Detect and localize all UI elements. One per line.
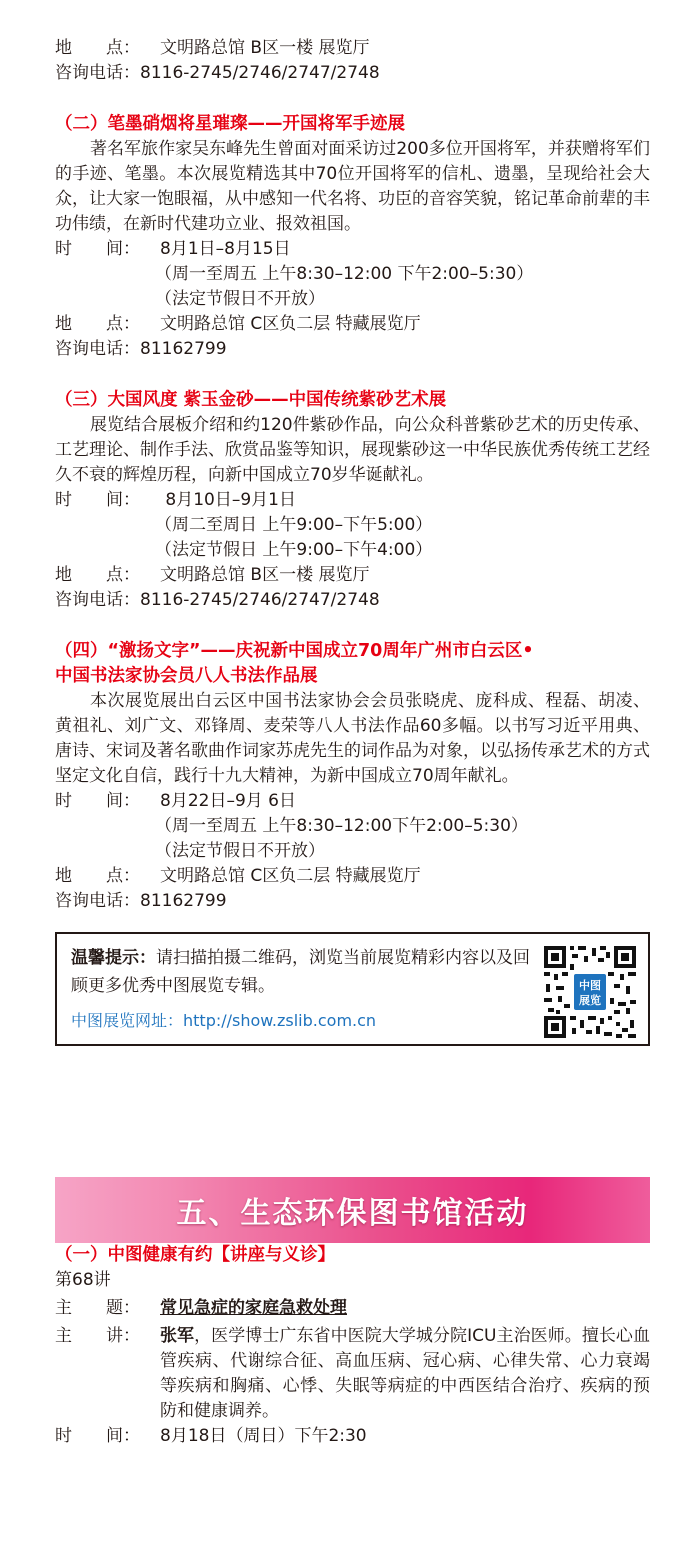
section-banner [55,1177,650,1243]
speaker-info [160,1324,650,1424]
phone-row [55,337,650,362]
tip-body: 请扫描拍摄二维码，浏览当前展览精彩内容以及回顾更多优秀中图展览专辑。 [71,948,530,996]
phone-value: 81162799 [140,891,227,911]
topic-value: 常见急症的家庭急救处理 [160,1298,347,1318]
time-row [55,789,650,814]
topic-label: 主 题： [55,1298,140,1318]
location-row [55,312,650,337]
topic-row [55,1296,650,1321]
location-row [55,563,650,588]
time-value: 8月10日–9月1日 [160,490,296,510]
time-note: （法定节假日 上午9:00–下午4:00） [155,540,433,560]
location-label: 地 点： [55,314,140,334]
phone-value: 81162799 [140,339,227,359]
location-label: 地 点： [55,866,140,886]
time-value: 8月22日–9月 6日 [160,791,296,811]
tip-text [71,944,541,1000]
tip-label: 温馨提示： [71,948,156,968]
time-label: 时 间： [55,490,140,510]
exhibit-title: （四）“激扬文字”——庆祝新中国成立70周年广州市白云区• [55,641,534,661]
exhibit-description: 展览结合展板介绍和约120件紫砂作品，向公众科普紫砂艺术的历史传承、工艺理论、制作手法、欣赏品鉴等知识，展现紫砂这一中华民族优秀传统工艺经久不衰的辉煌历程，向新中国成立70岁华诞献礼。 [55,415,650,485]
time-row [55,1424,650,1449]
exhibit-title-cont: 中国书法家协会员八人书法作品展 [55,666,318,686]
time-label: 时 间： [55,1426,140,1446]
phone-row [55,889,650,914]
phone-row [55,61,650,86]
speaker-row [55,1324,650,1424]
location-row [55,36,650,61]
time-note: （法定节假日不开放） [155,289,325,309]
exhibit-title: （三）大国风度 紫玉金砂——中国传统紫砂艺术展 [55,390,447,410]
tip-box [55,932,650,1046]
phone-label: 咨询电话： [55,63,140,83]
time-value: 8月1日–8月15日 [160,239,291,259]
time-row [55,237,650,262]
location-row [55,864,650,889]
qr-label: 中图 [579,979,601,992]
phone-label: 咨询电话： [55,590,140,610]
phone-label: 咨询电话： [55,339,140,359]
exhibit-title: （二）笔墨硝烟将星璀璨——开国将军手迹展 [55,114,405,134]
phone-value: 8116-2745/2746/2747/2748 [140,590,380,610]
exhibition-site-link[interactable]: 中图展览网址：http://show.zslib.com.cn [71,1011,377,1030]
exhibit-description: 本次展览展出白云区中国书法家协会会员张晓虎、庞科成、程磊、胡凌、黄祖礼、刘广文、邓锋周、麦荣等八人书法作品60多幅。以书写习近平用典、唐诗、宋词及著名歌曲作词家苏虎先生的词作品为对象，以弘扬传承艺术的方式坚定文化自信，践行十九大精神，为新中国成立70周年献礼。 [55,691,650,786]
location-value: 文明路总馆 B区一楼 展览厅 [160,565,370,585]
subsection-title: （一）中图健康有约【讲座与义诊】 [55,1245,335,1265]
time-note: （法定节假日不开放） [155,841,325,861]
exhibit-listing [55,36,650,1046]
qr-code-icon[interactable] [542,944,638,1040]
location-value: 文明路总馆 C区负二层 特藏展览厅 [160,314,421,334]
time-label: 时 间： [55,791,140,811]
speaker-label: 主 讲： [55,1326,140,1346]
time-note: （周一至周五 上午8:30–12:00 下午2:00–5:30） [155,264,534,284]
time-note: （周二至周日 上午9:00–下午5:00） [155,515,433,535]
speaker-name: 张军 [160,1326,195,1346]
speaker-desc: ，医学博士广东省中医院大学城分院ICU主治医师。擅长心血管疾病、代谢综合征、高血压病、冠心病、心律失常、心力衰竭等疾病和胸痛、心悸、失眠等病症的中西医结合治疗、疾病的预防和健康调养。 [160,1326,650,1421]
location-label: 地 点： [55,38,140,58]
time-label: 时 间： [55,239,140,259]
qr-label: 展览 [579,994,601,1007]
exhibit-description: 著名军旅作家吴东峰先生曾面对面采访过200多位开国将军，并获赠将军们的手迹、笔墨。本次展览精选其中70位开国将军的信札、遗墨，呈现给社会大众，让大家一饱眼福，从中感知一代名将、功臣的音容笑貌，铭记革命前辈的丰功伟绩，在新时代建功立业、报效祖国。 [55,139,650,234]
phone-row [55,588,650,613]
location-value: 文明路总馆 C区负二层 特藏展览厅 [160,866,421,886]
location-label: 地 点： [55,565,140,585]
phone-label: 咨询电话： [55,891,140,911]
section-title: 五、生态环保图书馆活动 [176,1196,529,1231]
time-value: 8月18日（周日）下午2:30 [160,1426,367,1446]
location-value: 文明路总馆 B区一楼 展览厅 [160,38,370,58]
lecture-number: 第68讲 [55,1270,111,1290]
phone-value: 8116-2745/2746/2747/2748 [140,63,380,83]
health-lecture-section [55,1243,650,1449]
time-note: （周一至周五 上午8:30–12:00下午2:00–5:30） [155,816,528,836]
time-row [55,488,650,513]
